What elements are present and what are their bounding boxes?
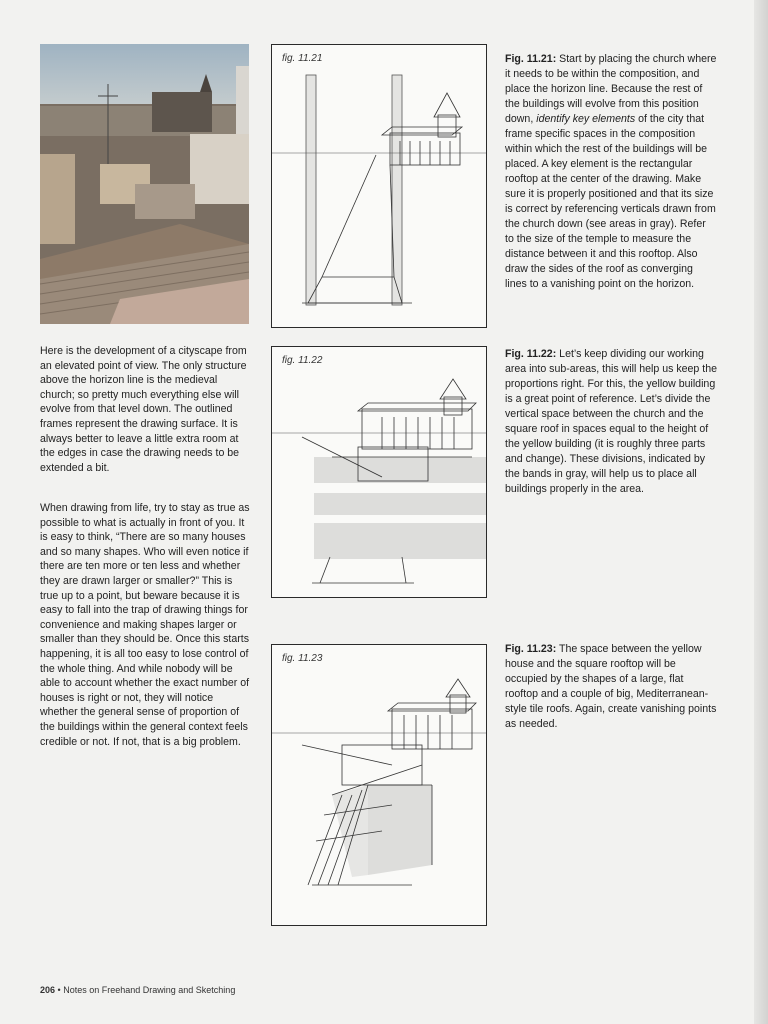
figure-11-23-sketch [272,645,486,925]
body-paragraph-2: When drawing from life, try to stay as true as possible to what is actually in front of you. It is easy to think, “There are so many houses and so many shapes. Who will even notice if there are ten more or ten less and whether they are drawn larger or smaller?” This is true up to a point, but beware because it is easy to fall into the trap of drawing things for convenience and making shapes larger or smaller than they should be. Once this starts happening, it is all too easy to lose control of the whole thing. And while nobody will be able to account whether the exact number of houses is right or not, they will notice whether the general sense of proportion of the buildings within the general context feels credible or not. If not, that is a big problem. [40,502,250,748]
caption-text: Let’s keep dividing our working area into sub-areas, this will help us keep the proportions right. For this, the yellow building is a great point of reference. Let’s divide the vertical space between the church and the square roof in spaces equal to the height of the yellow building (it is roughly three parts and change). These divisions, indicated by the bands in gray, will help us to place all buildings properly in the area. [505,348,717,495]
body-text-column-2 [40,501,252,749]
caption-fig-11-23 [505,642,717,732]
figure-label: fig. 11.21 [282,53,323,64]
caption-text: of the city that frame specific spaces in the composition within which the rest of the buildings will be placed. A key element is the rectangular rooftop at the center of the drawing. Make sure it is properly positioned and that its size is correct by referencing verticals drawn from the church down (see areas in gray). Refer to the size of the temple to measure the distance between it and this rooftop. Also draw the sides of the roof as converging lines to a vanishing point on the horizon. [505,113,716,290]
page-footer [40,985,235,995]
footer-separator: • [57,985,61,995]
caption-title: Fig. 11.23: [505,643,557,655]
page-edge [754,0,768,1024]
caption-fig-11-22 [505,347,717,497]
figure-11-22 [271,346,487,598]
caption-title: Fig. 11.21: [505,53,557,65]
caption-emphasis: identify key elements [536,113,636,125]
figure-label: fig. 11.23 [282,653,323,664]
caption-text: Start by placing the church where it needs to be within the composition, and place the horizon line. Because the rest of the buildings will evolve from this position down, [505,53,717,125]
cityscape-photo [40,44,249,324]
body-text-column [40,344,252,475]
body-paragraph-1: Here is the development of a cityscape from an elevated point of view. The only structure above the horizon line is the medieval church; so pretty much everything else will evolve from that level down. The outlined frames represent the drawing surface. It is always better to leave a little extra room at the edges in case the drawing needs to be extended a bit. [40,345,247,474]
figure-label: fig. 11.22 [282,355,323,366]
caption-title: Fig. 11.22: [505,348,557,360]
figure-11-21 [271,44,487,328]
book-title: Notes on Freehand Drawing and Sketching [63,985,236,995]
figure-11-21-sketch [272,45,486,327]
figure-11-22-sketch [272,347,486,597]
figure-11-23 [271,644,487,926]
caption-text: The space between the yellow house and the square rooftop will be occupied by the shapes of a large, flat rooftop and a couple of big, Mediterranean-style tile roofs. Again, create vanishing points as needed. [505,643,717,730]
caption-fig-11-21 [505,52,717,292]
page-number: 206 [40,985,56,995]
